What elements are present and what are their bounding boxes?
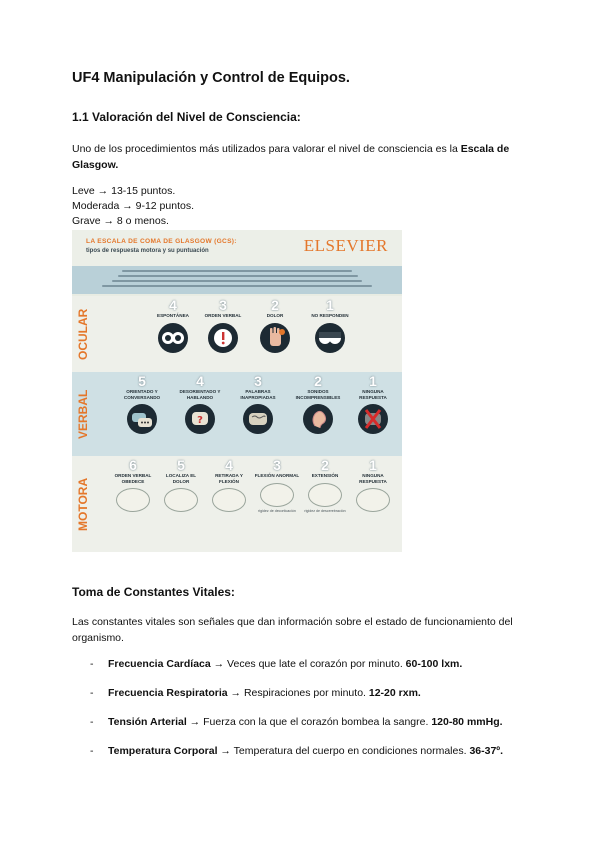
intro-text: Uno de los procedimientos más utilizados para valorar el nivel de consciencia es la — [72, 143, 461, 155]
footnote-decorticacion: rigidez de decorticación — [258, 508, 296, 513]
figure-icon — [164, 488, 198, 512]
ocular-item: 2 DOLOR — [252, 298, 298, 353]
ear-icon — [303, 404, 333, 434]
eyes-open-icon — [158, 323, 188, 353]
figure-icon — [308, 483, 342, 507]
motora-item: 2 EXTENSIÓN rigidez de descerebración — [302, 458, 348, 513]
elsevier-logo: ELSEVIER — [303, 236, 388, 255]
question-icon — [185, 404, 215, 434]
motora-band — [72, 456, 402, 552]
infographic-subtitle: tipos de respuesta motora y su puntuación — [86, 248, 209, 254]
verbal-label: VERBAL — [76, 389, 90, 439]
infographic-description-lines — [72, 266, 402, 294]
ocular-band — [72, 296, 402, 372]
svg-text:?: ? — [197, 415, 203, 426]
verbal-band — [72, 372, 402, 456]
list-item: - Temperatura Corporal → Temperatura del cuerpo en condiciones normales. 36-37º. — [90, 745, 504, 757]
motora-item: 3 FLEXIÓN ANORMAL rigidez de decorticación — [254, 457, 300, 513]
vitals-list — [72, 656, 542, 772]
list-item: - Frecuencia Respiratoria → Respiraciones por minuto. 12-20 rxm. — [90, 687, 421, 699]
figure-icon — [356, 488, 390, 512]
figure-icon — [260, 483, 294, 507]
verbal-item: 5 ORIENTADO Y CONVERSANDO — [116, 374, 168, 434]
intro-bold: Escala de Glasgow. — [72, 143, 510, 171]
level-leve: Leve → 13-15 puntos. — [72, 185, 176, 197]
level-moderada: Moderada → 9-12 puntos. — [72, 200, 194, 212]
ocular-item: 1 NO RESPONDEN — [304, 298, 356, 353]
vitals-intro-paragraph: Las constantes vitales son señales que dan información sobre el estado de funcionamiento del organismo. — [72, 616, 513, 644]
footnote-descerebracion: rigidez de descerebración — [304, 508, 346, 513]
verbal-item: 3 PALABRAS INAPROPIADAS — [230, 374, 286, 434]
document-title: UF4 Manipulación y Control de Equipos. — [72, 70, 350, 86]
intro-paragraph — [72, 141, 532, 173]
motora-label: MOTORA — [76, 477, 90, 531]
verbal-item: 4 DESORIENTADO Y HABLANDO ? — [174, 374, 226, 434]
verbal-item: 1 NINGUNA RESPUESTA — [350, 374, 396, 434]
figure-icon — [116, 488, 150, 512]
list-item: - Frecuencia Cardíaca → Veces que late el corazón por minuto. 60-100 lxm. — [90, 658, 463, 670]
speech-bubbles-icon — [127, 404, 157, 434]
infographic-header — [72, 230, 402, 266]
severity-levels — [72, 184, 194, 229]
list-item: - Tensión Arterial → Fuerza con la que el corazón bombea la sangre. 120-80 mmHg. — [90, 716, 503, 728]
ocular-item: 3 ORDEN VERBAL — [200, 298, 246, 353]
exclamation-icon — [208, 323, 238, 353]
hand-icon — [260, 323, 290, 353]
ocular-item: 4 ESPONTÁNEA — [150, 298, 196, 353]
motora-item: 4 RETIRADA Y FLEXIÓN — [206, 458, 252, 512]
infographic-title: LA ESCALA DE COMA DE GLASGOW (GCS): — [86, 238, 237, 245]
figure-icon — [212, 488, 246, 512]
motora-item: 1 NINGUNA RESPUESTA — [350, 458, 396, 512]
section-heading-consciencia: 1.1 Valoración del Nivel de Consciencia: — [72, 110, 301, 124]
motora-item: 5 LOCALIZA EL DOLOR — [158, 458, 204, 512]
no-speech-icon — [358, 404, 388, 434]
motora-item: 6 ORDEN VERBAL OBEDECE — [108, 458, 158, 512]
eyes-closed-icon — [315, 323, 345, 353]
section-heading-constantes: Toma de Constantes Vitales: — [72, 585, 235, 599]
level-grave: Grave → 8 o menos. — [72, 215, 169, 227]
glasgow-infographic — [72, 230, 402, 552]
ocular-label: OCULAR — [76, 308, 90, 360]
speech-bubble-icon — [243, 404, 273, 434]
verbal-item: 2 SONIDOS INCOMPRENSIBLES — [288, 374, 348, 434]
